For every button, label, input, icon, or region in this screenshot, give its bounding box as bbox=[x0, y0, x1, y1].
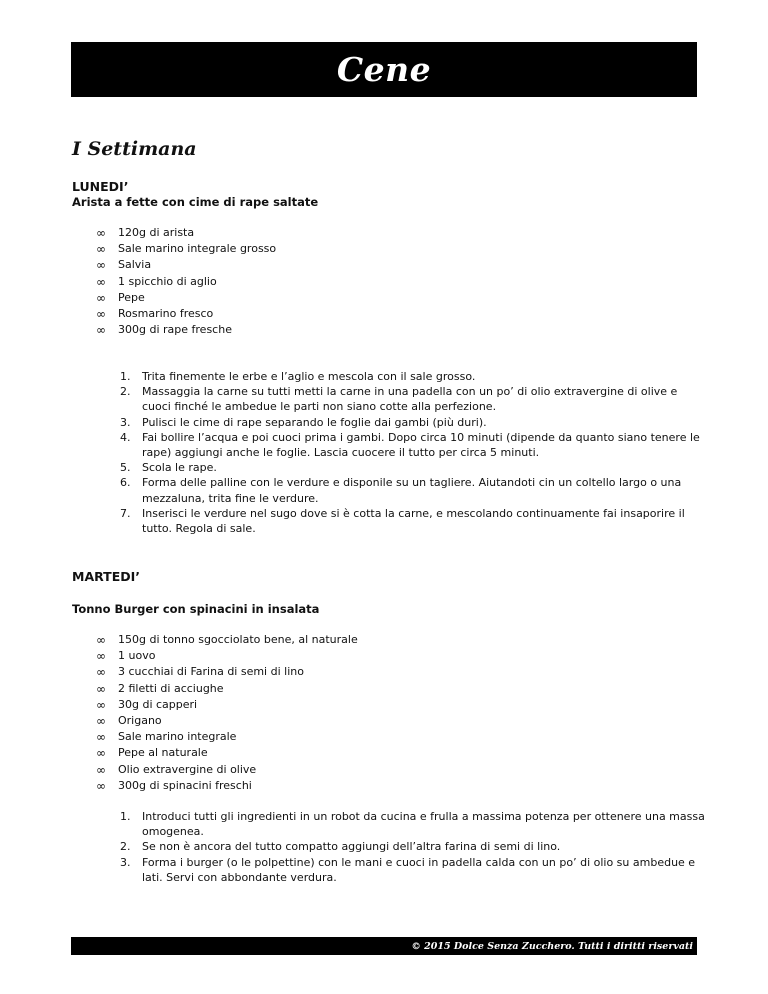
infinity-bullet-icon: ∞ bbox=[96, 242, 106, 257]
ingredient-item: ∞ 1 spicchio di aglio bbox=[96, 274, 217, 289]
ingredient-item: ∞ Origano bbox=[96, 714, 162, 729]
infinity-bullet-icon: ∞ bbox=[96, 307, 106, 322]
day-heading-tuesday: MARTEDI’ bbox=[72, 569, 141, 584]
step-item: 7. Inserisci le verdure nel sugo dove si è cotta la carne, e mescolando continuamente fai insaporire il tutto. Regola di sale. bbox=[120, 506, 685, 536]
step-item: 5. Scola le rape. bbox=[120, 461, 217, 475]
step-item: 2. Se non è ancora del tutto compatto aggiungi dell’altra farina di semi di lino. bbox=[120, 840, 561, 854]
step-item: 1. Introduci tutti gli ingredienti in un robot da cucina e frulla a massima potenza per ottenere una massa omogenea. bbox=[120, 810, 705, 839]
infinity-bullet-icon: ∞ bbox=[96, 290, 106, 305]
infinity-bullet-icon: ∞ bbox=[96, 730, 106, 745]
page-title: Cene bbox=[336, 50, 432, 89]
ingredient-list-monday bbox=[96, 225, 276, 338]
infinity-bullet-icon: ∞ bbox=[96, 697, 106, 712]
ingredient-list-tuesday bbox=[96, 632, 358, 794]
ingredient-item: ∞ 120g di arista bbox=[96, 226, 195, 240]
ingredient-item: ∞ Sale marino integrale grosso bbox=[96, 242, 277, 257]
step-item: 3. Pulisci le cime di rape separando le foglie dai gambi (più duri). bbox=[120, 415, 487, 429]
infinity-bullet-icon: ∞ bbox=[96, 226, 106, 240]
step-item: 3. Forma i burger (o le polpettine) con le mani e cuoci in padella calda con un po’ di olio su ambedue e lati. Servi con abbondante verdura. bbox=[120, 855, 696, 884]
ingredient-item: ∞ Salvia bbox=[96, 258, 152, 273]
infinity-bullet-icon: ∞ bbox=[96, 778, 106, 793]
infinity-bullet-icon: ∞ bbox=[96, 323, 106, 338]
infinity-bullet-icon: ∞ bbox=[96, 681, 106, 696]
infinity-bullet-icon: ∞ bbox=[96, 258, 106, 273]
copyright-text: © 2015 Dolce Senza Zucchero. Tutti i diritti riservati bbox=[411, 940, 693, 952]
footer-bar bbox=[71, 937, 697, 955]
recipe-title-tuesday: Tonno Burger con spinacini in insalata bbox=[72, 602, 320, 616]
infinity-bullet-icon: ∞ bbox=[96, 746, 106, 761]
ingredient-item: ∞ 3 cucchiai di Farina di semi di lino bbox=[96, 665, 304, 680]
ingredient-item: ∞ Pepe al naturale bbox=[96, 746, 208, 761]
ingredient-item: ∞ 2 filetti di acciughe bbox=[96, 681, 224, 696]
ingredient-item: ∞ 150g di tonno sgocciolato bene, al naturale bbox=[96, 633, 358, 647]
ingredient-item: ∞ Sale marino integrale bbox=[96, 730, 237, 745]
ingredient-item: ∞ 300g di spinacini freschi bbox=[96, 778, 252, 793]
week-heading: I Settimana bbox=[72, 138, 197, 160]
ingredient-item: ∞ 1 uovo bbox=[96, 649, 156, 664]
ingredient-item: ∞ 300g di rape fresche bbox=[96, 323, 232, 338]
step-item: 4. Fai bollire l’acqua e poi cuoci prima i gambi. Dopo circa 10 minuti (dipende da quanto siano tenere le rape) aggiungi anche le foglie. Lascia cuocere il tutto per circa 5 minuti. bbox=[120, 430, 700, 460]
step-list-monday bbox=[120, 369, 705, 536]
day-heading-monday: LUNEDI’ bbox=[72, 179, 129, 194]
infinity-bullet-icon: ∞ bbox=[96, 665, 106, 680]
step-list-tuesday bbox=[120, 809, 705, 885]
infinity-bullet-icon: ∞ bbox=[96, 649, 106, 664]
ingredient-item: ∞ Rosmarino fresco bbox=[96, 307, 214, 322]
step-item: 6. Forma delle palline con le verdure e disponile su un tagliere. Aiutandoti cin un coltello largo o una mezzaluna, trita fine le verdure. bbox=[120, 476, 682, 505]
infinity-bullet-icon: ∞ bbox=[96, 633, 106, 647]
step-item: 1. Trita finemente le erbe e l’aglio e mescola con il sale grosso. bbox=[120, 370, 476, 383]
recipe-title-monday: Arista a fette con cime di rape saltate bbox=[72, 195, 319, 209]
title-banner bbox=[71, 42, 697, 97]
step-item: 2. Massaggia la carne su tutti metti la carne in una padella con un po’ di olio extravergine di olive e cuoci finché le ambedue le parti non siano cotte alla perfezione. bbox=[120, 385, 678, 414]
infinity-bullet-icon: ∞ bbox=[96, 762, 106, 777]
ingredient-item: ∞ Pepe bbox=[96, 290, 145, 305]
ingredient-item: ∞ 30g di capperi bbox=[96, 697, 198, 712]
infinity-bullet-icon: ∞ bbox=[96, 274, 106, 289]
ingredient-item: ∞ Olio extravergine di olive bbox=[96, 762, 257, 777]
infinity-bullet-icon: ∞ bbox=[96, 714, 106, 729]
